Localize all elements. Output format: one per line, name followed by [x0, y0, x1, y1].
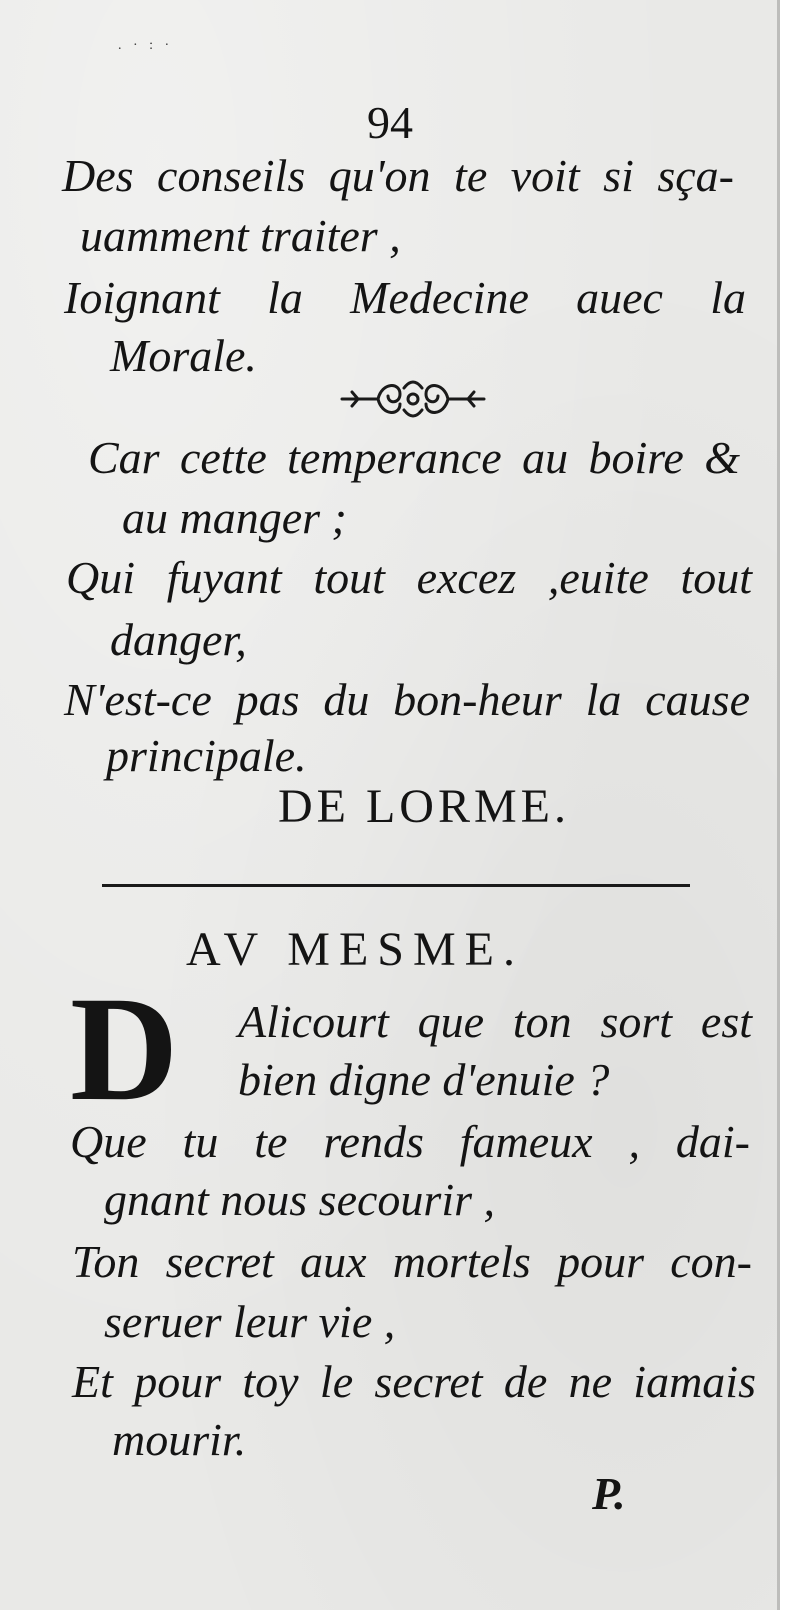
- page-specks: . · : ·: [118, 38, 174, 53]
- poem2-line-7: Et pour toy le secret de ne iamais: [72, 1356, 756, 1407]
- section-divider: [102, 884, 690, 887]
- poem1-line-2: uamment traiter ,: [80, 210, 401, 261]
- poem1-line-3: Ioignant la Medecine auec la: [64, 272, 746, 323]
- poem2-line-1: Alicourt que ton sort est: [238, 996, 752, 1047]
- poem1-line-8: danger,: [110, 614, 247, 665]
- poem1-line-7: Qui fuyant tout excez ,euite tout: [66, 552, 752, 603]
- poem1-line-5: Car cette temperance au boire &: [88, 432, 740, 483]
- poem1-line-9: N'est-ce pas du bon-heur la cause: [64, 674, 750, 725]
- section-heading: AV MESME.: [186, 923, 524, 976]
- poem2-line-6: seruer leur vie ,: [104, 1296, 396, 1347]
- poem1-line-4: Morale.: [110, 330, 257, 381]
- poem1-line-10: principale.: [106, 730, 307, 781]
- fleuron-ornament-icon: [338, 376, 488, 422]
- poem2-line-2: bien digne d'enuie ?: [238, 1054, 610, 1105]
- page-number: 94: [367, 97, 413, 148]
- poem1-line-6: au manger ;: [122, 492, 347, 543]
- page-edge: [777, 0, 780, 1610]
- poem2-line-8: mourir.: [112, 1414, 247, 1465]
- poem2-line-4: gnant nous secourir ,: [104, 1174, 495, 1225]
- signature-de-lorme: DE LORME.: [278, 780, 570, 833]
- poem2-line-5: Ton secret aux mortels pour con-: [72, 1236, 752, 1287]
- poem2-line-3: Que tu te rends fameux , dai-: [70, 1116, 750, 1167]
- signature-initial: P.: [592, 1468, 626, 1519]
- poem1-line-1: Des conseils qu'on te voit si sça-: [62, 150, 734, 201]
- drop-cap: D: [70, 966, 179, 1132]
